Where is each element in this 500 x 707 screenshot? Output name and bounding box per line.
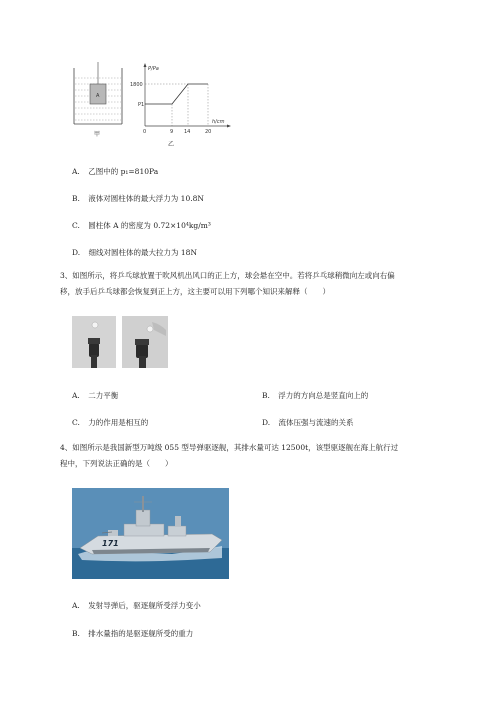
option-letter: D. [262,418,271,427]
q3-option-c[interactable] [72,417,148,428]
q3-option-a[interactable] [72,390,118,401]
hull-number: 171 [102,539,119,548]
option-letter: A. [72,391,80,400]
option-text: 流体压强与流速的关系 [278,418,354,427]
graph-yi [144,63,232,128]
q3-stem [60,268,460,300]
option-text: 发射导弹后，驱逐舰所受浮力变小 [88,601,201,610]
option-text: 细线对圆柱体的最大拉力为 18N [88,248,198,257]
q3-option-d[interactable] [262,417,354,428]
x-tick-0: 0 [143,129,147,135]
x-tick-20: 20 [205,129,212,135]
x-tick-14: 14 [184,129,191,135]
q4-option-a[interactable] [72,600,201,611]
option-text: 浮力的方向总是竖直向上的 [278,391,369,400]
option-letter: A. [72,601,80,610]
option-letter: B. [262,391,270,400]
option-letter: C. [72,418,80,427]
y-axis-label: P/Pa [148,66,159,72]
option-letter: C. [72,221,80,230]
option-text: 力的作用是相互的 [88,418,149,427]
q2-option-a[interactable] [72,166,158,177]
hairdryer-photo-right [122,316,168,368]
option-text: 二力平衡 [88,391,119,400]
option-letter: B. [72,194,80,203]
option-text: 液体对圆柱体的最大浮力为 10.8N [88,194,204,203]
q3-option-b[interactable] [262,390,368,401]
physics-figure [60,60,260,160]
destroyer-photo [72,488,229,579]
figure-container-top [60,60,260,160]
y-tick-1800: 1800 [130,82,143,88]
option-text: 乙图中的 p₁=810Pa [88,167,159,176]
x-tick-9: 9 [170,129,174,135]
option-letter: D. [72,248,81,257]
q3-stem-line1: 3、如图所示，将乒乓球放置于吹风机出风口的正上方，球会悬在空中。若将乒乓球稍微向左或向右偏 [60,271,395,280]
q2-option-c[interactable] [72,220,211,231]
q4-stem-line2: 程中，下列说法正确的是（ ） [60,459,173,468]
x-axis-label: h/cm [212,119,225,125]
y-tick-p1: P1 [138,102,145,108]
caption-yi: 乙 [168,141,175,148]
pressure-curve [145,84,208,104]
q3-stem-line2: 移，放手后乒乓球都会恢复到正上方，这主要可以用下列哪个知识来解释（ ） [60,287,330,296]
q4-stem [60,440,460,472]
block-label: A [96,93,100,99]
option-letter: A. [72,167,80,176]
q2-option-b[interactable] [72,193,204,204]
option-letter: B. [72,629,80,638]
q2-option-d[interactable] [72,247,197,258]
caption-jia: 甲 [94,131,101,138]
q4-option-b[interactable] [72,628,193,639]
hairdryer-photo-left [72,316,116,368]
option-text: 圆柱体 A 的密度为 0.72×10⁴kg/m³ [88,221,211,230]
option-text: 排水量指的是驱逐舰所受的重力 [88,629,194,638]
q4-stem-line1: 4、如图所示是我国新型万吨级 055 型导弹驱逐舰，其排水量可达 12500t，该型驱逐舰在海上航行过 [60,443,399,452]
